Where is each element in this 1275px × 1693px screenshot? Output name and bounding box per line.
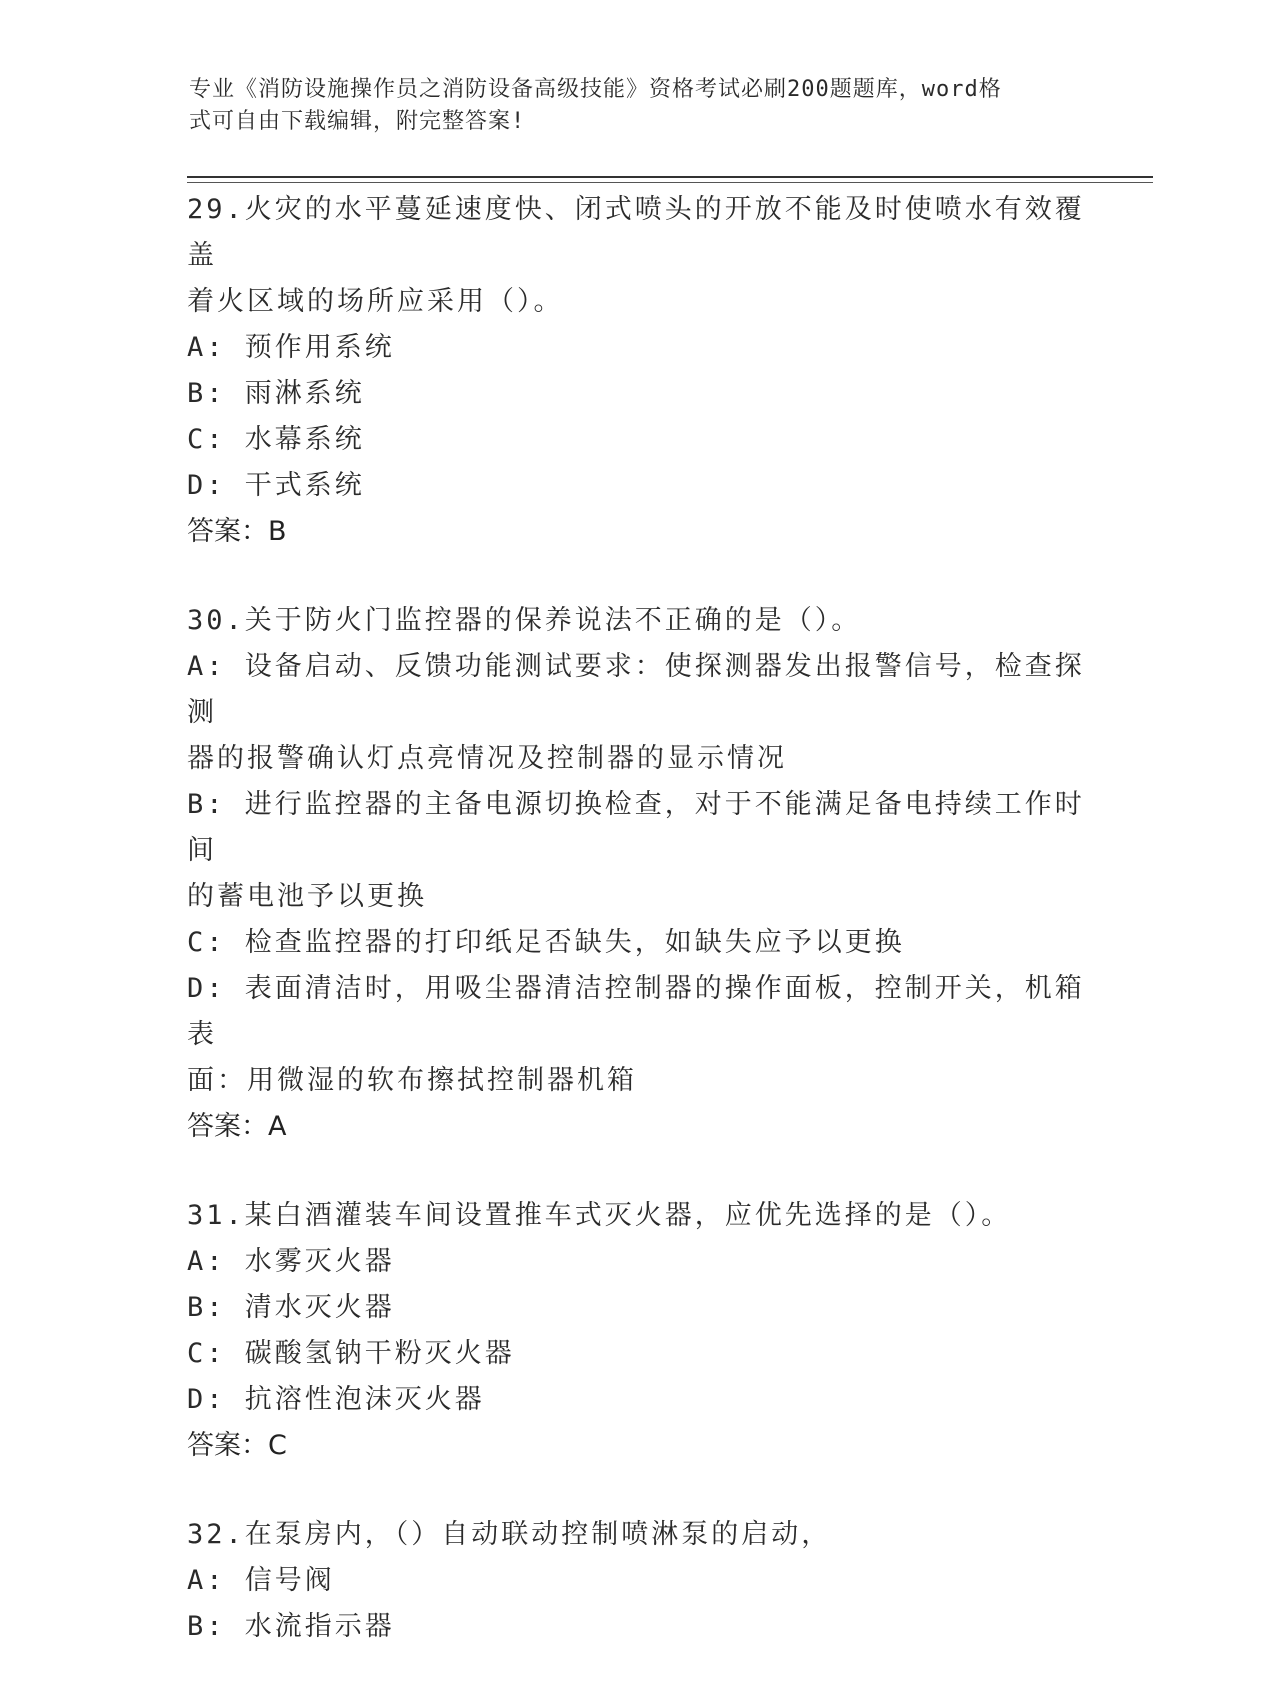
option-b: B: 雨淋系统 — [187, 378, 365, 409]
option-d: D: 表面清洁时，用吸尘器清洁控制器的操作面板，控制开关，机箱表 — [187, 973, 1085, 1050]
option-d-continued: 面：用微湿的软布擦拭控制器机箱 — [187, 1065, 637, 1096]
question-stem-line: 29.火灾的水平蔓延速度快、闭式喷头的开放不能及时使喷水有效覆盖 — [187, 194, 1085, 271]
answer-line: 答案：C — [187, 1430, 287, 1461]
option-c: C: 碳酸氢钠干粉灭火器 — [187, 1338, 515, 1369]
option-b: B: 水流指示器 — [187, 1611, 395, 1642]
option-a: A: 设备启动、反馈功能测试要求：使探测器发出报警信号，检查探测 — [187, 651, 1085, 728]
option-c: C: 水幕系统 — [187, 424, 365, 455]
answer-line: 答案：B — [187, 516, 287, 547]
option-a: A: 水雾灭火器 — [187, 1246, 395, 1277]
option-d: D: 抗溶性泡沫灭火器 — [187, 1384, 485, 1415]
option-c: C: 检查监控器的打印纸足否缺失，如缺失应予以更换 — [187, 927, 905, 958]
question-stem-line: 30.关于防火门监控器的保养说法不正确的是（）。 — [187, 605, 862, 636]
option-b-continued: 的蓄电池予以更换 — [187, 881, 427, 912]
question-30 — [187, 598, 1087, 1150]
question-32 — [187, 1512, 1087, 1650]
question-stem-line: 着火区域的场所应采用（）。 — [187, 286, 564, 317]
question-31 — [187, 1193, 1087, 1469]
question-stem-line: 32.在泵房内，（）自动联动控制喷淋泵的启动， — [187, 1519, 832, 1550]
header-divider-thin — [187, 182, 1153, 183]
option-b: B: 进行监控器的主备电源切换检查，对于不能满足备电持续工作时间 — [187, 789, 1085, 866]
document-header — [189, 74, 1089, 138]
option-a: A: 预作用系统 — [187, 332, 395, 363]
option-b: B: 清水灭火器 — [187, 1292, 395, 1323]
header-divider-thick — [187, 176, 1153, 178]
header-line-1: 专业《消防设施操作员之消防设备高级技能》资格考试必刷200题题库，word格 — [189, 77, 1002, 102]
question-29 — [187, 187, 1087, 555]
answer-line: 答案：A — [187, 1111, 287, 1142]
header-line-2: 式可自由下载编辑，附完整答案! — [189, 109, 526, 134]
option-a: A: 信号阀 — [187, 1565, 335, 1596]
question-list — [187, 187, 1087, 1693]
option-d: D: 干式系统 — [187, 470, 365, 501]
option-a-continued: 器的报警确认灯点亮情况及控制器的显示情况 — [187, 743, 787, 774]
question-stem-line: 31.某白酒灌装车间设置推车式灭火器，应优先选择的是（）。 — [187, 1200, 1012, 1231]
